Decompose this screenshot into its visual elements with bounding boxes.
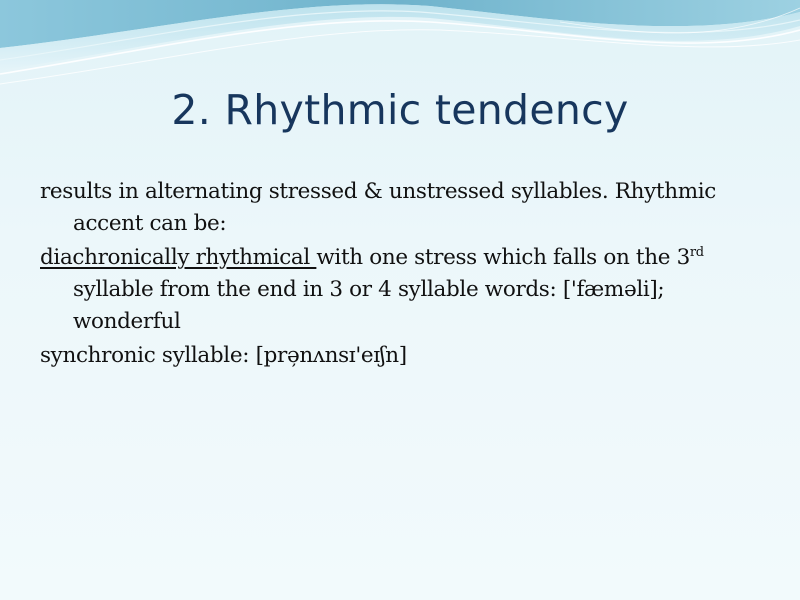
ordinal-suffix: rd <box>689 245 704 260</box>
slide-body <box>40 176 775 374</box>
paragraph-text: results in alternating stressed & unstressed syllables. Rhythmic accent can be: <box>40 179 716 236</box>
paragraph-text: syllable from the end in 3 or 4 syllable words: ['fæməli]; wonderful <box>73 277 665 334</box>
paragraph-text: with one stress which falls on the 3 <box>316 245 690 270</box>
paragraph-diachronic <box>40 242 775 338</box>
paragraph-text: synchronic syllable: [prə̦nʌnsɪ'eɪʃn] <box>40 343 407 368</box>
slide-title: 2. Rhythmic tendency <box>171 86 629 134</box>
paragraph-rhythmic-accent <box>40 176 775 240</box>
underlined-term: diachronically rhythmical <box>40 245 317 270</box>
paragraph-synchronic <box>40 340 775 372</box>
